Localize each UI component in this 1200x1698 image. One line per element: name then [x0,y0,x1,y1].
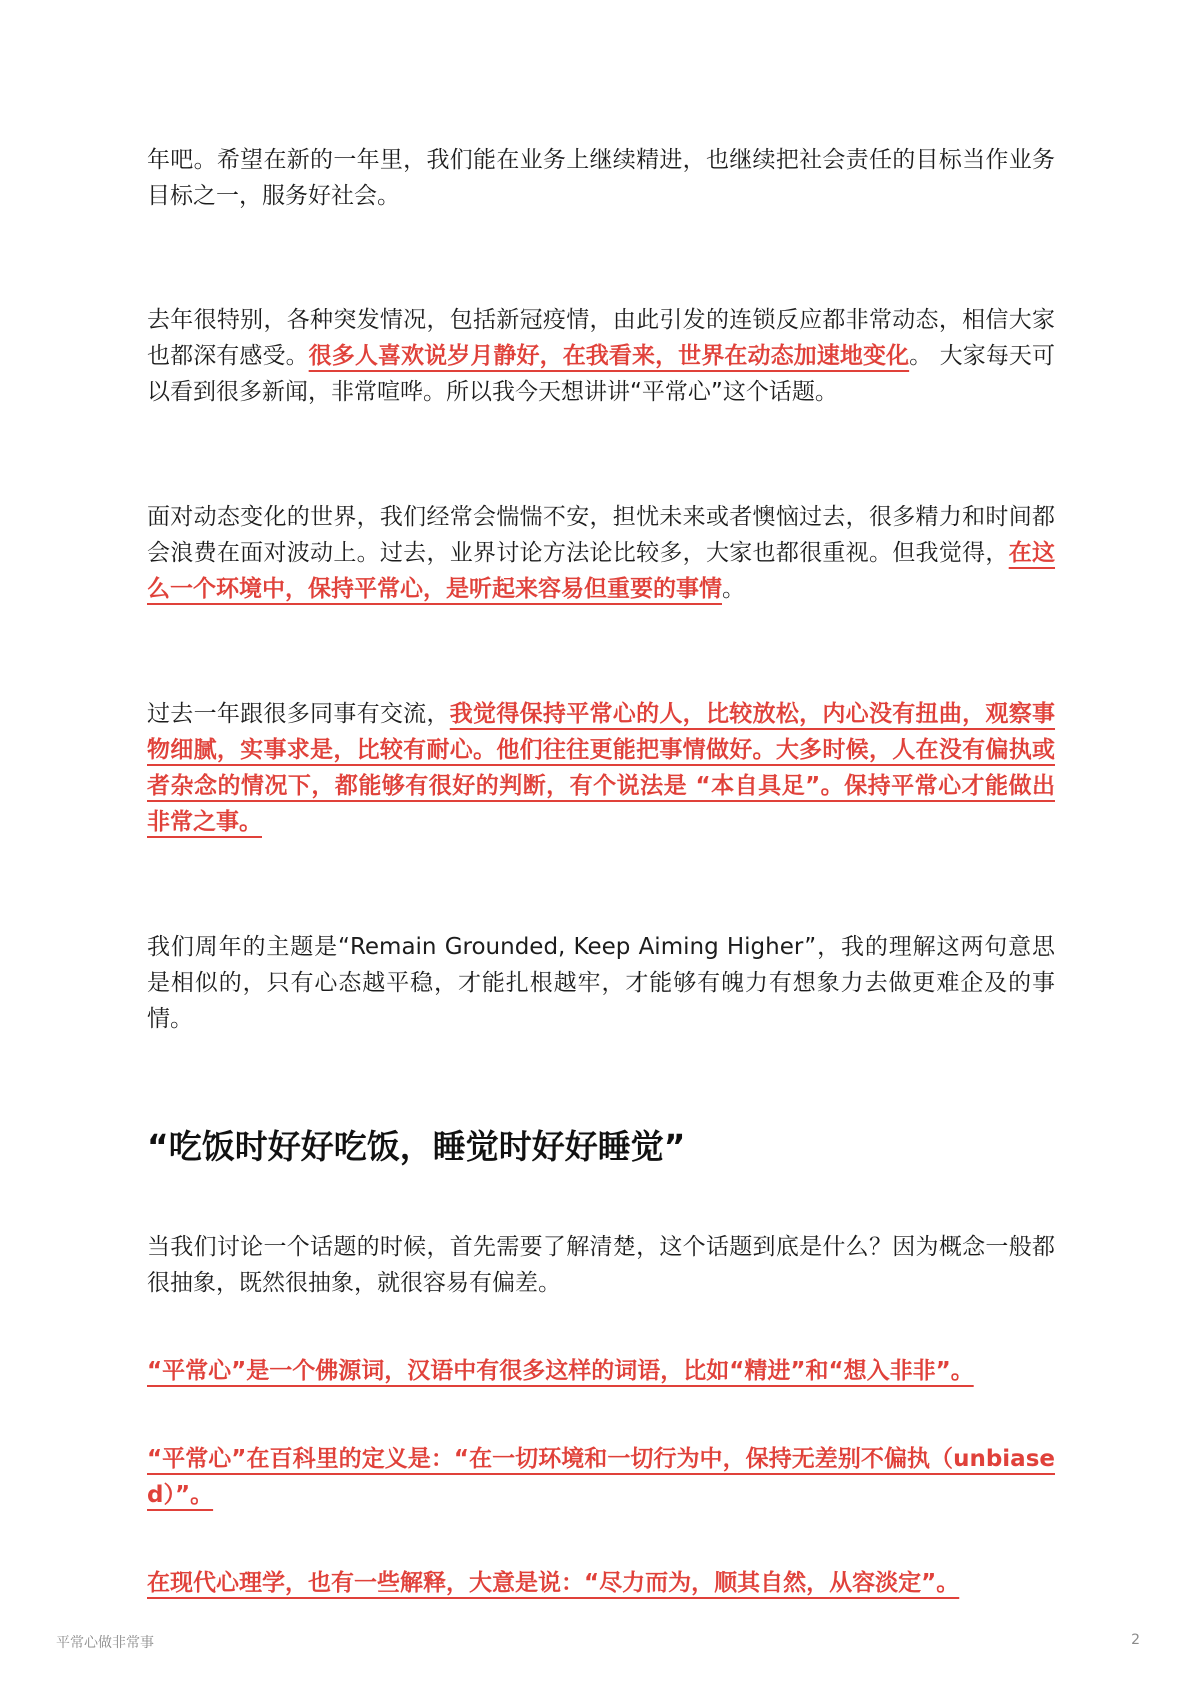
paragraph-3-highlight: 在这么一个环境中，保持平常心，是听起来容易但重要的事情 [147,540,1056,602]
paragraph-9 [147,1565,1055,1601]
paragraph-2-text: 去年很特别，各种突发情况，包括新冠疫情，由此引发的连锁反应都非常动态，相信大家也都深有感受。 [147,307,1055,369]
paragraph-9-highlight: 在现代心理学，也有一些解释，大意是说：“尽力而为，顺其自然，从容淡定”。 [147,1570,960,1596]
paragraph-7-highlight: “平常心”是一个佛源词，汉语中有很多这样的词语，比如“精进”和“想入非非”。 [147,1358,974,1384]
paragraph-3 [147,499,1055,607]
page-footer [56,1632,1140,1652]
paragraph-2-highlight: 很多人喜欢说岁月静好，在我看来，世界在动态加速地变化 [308,343,910,369]
paragraph-8-highlight: “平常心”在百科里的定义是：“在一切环境和一切行为中，保持无差别不偏执（unbiased）”。 [147,1446,1055,1508]
paragraph-2 [147,302,1055,410]
footer-title: 平常心做非常事 [56,1635,154,1651]
paragraph-2-text-end: 。 大家每天可以看到很多新闻，非常喧哗。所以我今天想讲讲“平常心”这个话题。 [147,343,1056,405]
paragraph-4 [147,696,1055,840]
page-number: 2 [1131,1632,1140,1648]
paragraph-6 [147,1229,1055,1301]
paragraph-5 [147,929,1055,1037]
paragraph-3-text: 面对动态变化的世界，我们经常会惴惴不安，担忧未来或者懊恼过去，很多精力和时间都会浪费在面对波动上。过去，业界讨论方法论比较多，大家也都很重视。但我觉得， [147,504,1055,566]
page-content [147,142,1055,1601]
paragraph-7 [147,1353,1055,1389]
paragraph-6-text: 当我们讨论一个话题的时候，首先需要了解清楚，这个话题到底是什么？因为概念一般都很抽象，既然很抽象，就很容易有偏差。 [147,1234,1055,1296]
paragraph-1 [147,142,1055,214]
paragraph-4-text: 过去一年跟很多同事有交流， [147,701,450,727]
paragraph-3-text-end: 。 [722,576,745,602]
paragraph-8 [147,1441,1055,1513]
paragraph-4-highlight: 我觉得保持平常心的人，比较放松，内心没有扭曲，观察事物细腻，实事求是，比较有耐心。他们往往更能把事情做好。大多时候，人在没有偏执或者杂念的情况下，都能够有很好的判断，有个说法是 “本自具足”。保持平常心才能做出非常之事。 [147,701,1056,835]
paragraph-1-text: 年吧。希望在新的一年里，我们能在业务上继续精进，也继续把社会责任的目标当作业务目标之一，服务好社会。 [147,147,1055,209]
section-heading: “吃饭时好好吃饭，睡觉时好好睡觉” [147,1127,686,1166]
paragraph-5-text: 我们周年的主题是“Remain Grounded, Keep Aiming Higher”，我的理解这两句意思是相似的，只有心态越平稳，才能扎根越牢，才能够有魄力有想象力去做更难企及的事情。 [147,934,1055,1032]
